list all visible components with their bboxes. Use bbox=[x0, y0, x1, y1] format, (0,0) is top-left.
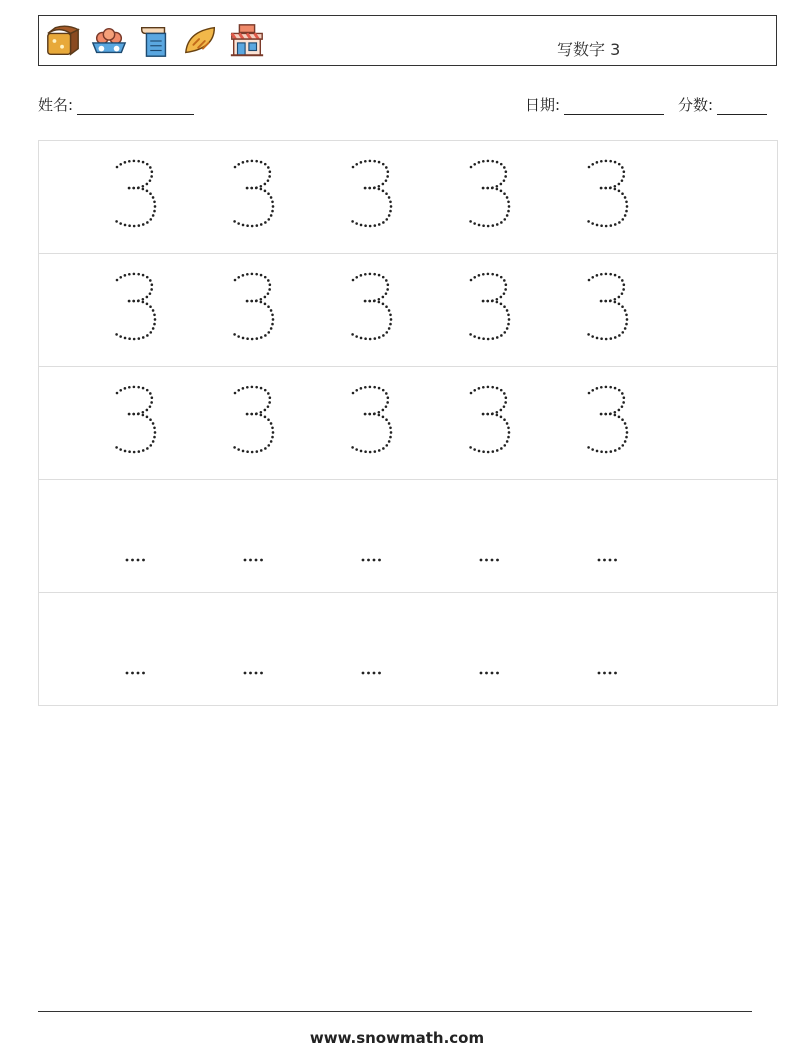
traceable-digit-3 bbox=[463, 155, 523, 235]
starting-dots bbox=[227, 546, 287, 566]
starting-dots bbox=[345, 546, 405, 566]
cup-icon bbox=[136, 22, 174, 60]
traceable-digit-3 bbox=[581, 155, 641, 235]
name-field bbox=[38, 94, 194, 115]
starting-dots bbox=[463, 659, 523, 679]
traceable-digit-3 bbox=[581, 268, 641, 348]
trace-row bbox=[39, 367, 777, 480]
traceable-digit-3 bbox=[109, 155, 169, 235]
date-field bbox=[525, 94, 664, 115]
leaf-bread-icon bbox=[182, 22, 220, 60]
traceable-digit-3 bbox=[345, 268, 405, 348]
practice-row bbox=[39, 593, 777, 705]
header-icons bbox=[44, 22, 266, 60]
date-blank[interactable] bbox=[564, 98, 664, 115]
score-field bbox=[678, 94, 767, 115]
header-box bbox=[38, 15, 777, 66]
score-blank[interactable] bbox=[717, 98, 767, 115]
starting-dots bbox=[227, 659, 287, 679]
trace-row bbox=[39, 141, 777, 254]
starting-dots bbox=[581, 546, 641, 566]
starting-dots bbox=[581, 659, 641, 679]
traceable-digit-3 bbox=[345, 381, 405, 461]
starting-dots bbox=[109, 546, 169, 566]
name-label: 姓名: bbox=[38, 96, 74, 114]
date-label: 日期: bbox=[525, 96, 561, 114]
traceable-digit-3 bbox=[227, 268, 287, 348]
footer-site: www.snowmath.com bbox=[309, 1029, 485, 1047]
name-blank[interactable] bbox=[77, 98, 194, 115]
traceable-digit-3 bbox=[109, 268, 169, 348]
practice-row bbox=[39, 480, 777, 593]
worksheet-title: 写数字 3 bbox=[557, 40, 621, 59]
starting-dots bbox=[109, 659, 169, 679]
shop-icon bbox=[228, 22, 266, 60]
traceable-digit-3 bbox=[581, 381, 641, 461]
starting-dots bbox=[463, 546, 523, 566]
score-label: 分数: bbox=[678, 96, 714, 114]
traceable-digit-3 bbox=[227, 381, 287, 461]
footer-divider bbox=[38, 1011, 752, 1012]
traceable-digit-3 bbox=[345, 155, 405, 235]
traceable-digit-3 bbox=[463, 268, 523, 348]
trace-row bbox=[39, 254, 777, 367]
egg-basket-icon bbox=[90, 22, 128, 60]
practice-grid bbox=[38, 140, 778, 706]
traceable-digit-3 bbox=[463, 381, 523, 461]
bread-icon bbox=[44, 22, 82, 60]
traceable-digit-3 bbox=[227, 155, 287, 235]
traceable-digit-3 bbox=[109, 381, 169, 461]
starting-dots bbox=[345, 659, 405, 679]
